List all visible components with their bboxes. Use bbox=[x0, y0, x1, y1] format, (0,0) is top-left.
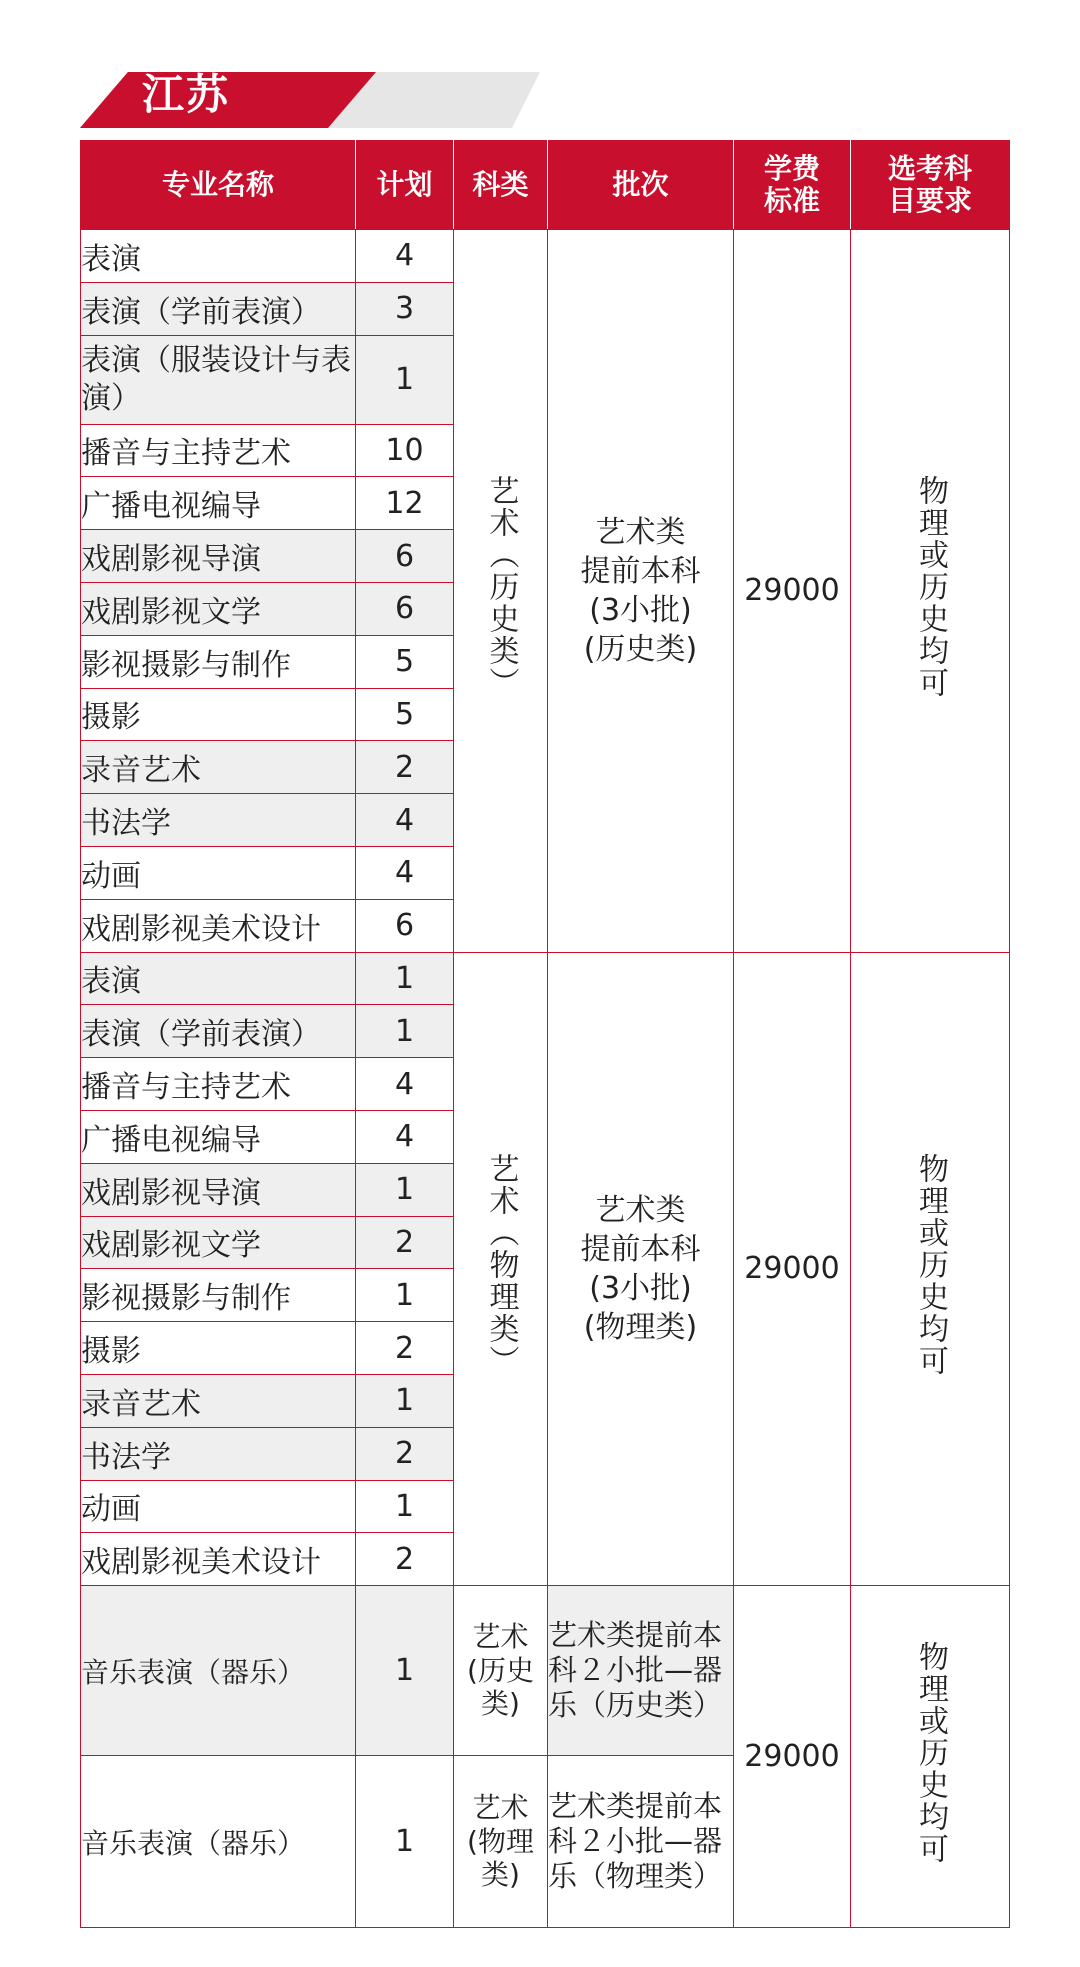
major-name: 戏剧影视文学 bbox=[81, 582, 356, 635]
major-name: 录音艺术 bbox=[81, 1374, 356, 1427]
major-name: 摄影 bbox=[81, 688, 356, 741]
major-name: 书法学 bbox=[81, 1427, 356, 1480]
major-name: 表演（学前表演） bbox=[81, 282, 356, 335]
plan-count: 4 bbox=[356, 1110, 454, 1163]
plan-count: 2 bbox=[356, 1427, 454, 1480]
header-requirement: 选考科 目要求 bbox=[851, 141, 1010, 230]
major-name: 影视摄影与制作 bbox=[81, 635, 356, 688]
major-name: 戏剧影视导演 bbox=[81, 1163, 356, 1216]
header-category: 科类 bbox=[454, 141, 548, 230]
plan-count: 1 bbox=[356, 1163, 454, 1216]
plan-count: 1 bbox=[356, 335, 454, 424]
plan-count: 4 bbox=[356, 1058, 454, 1111]
plan-count: 1 bbox=[356, 1374, 454, 1427]
category-cell: 艺术（物理类） bbox=[454, 952, 548, 1586]
major-name: 录音艺术 bbox=[81, 741, 356, 794]
header-name: 专业名称 bbox=[81, 141, 356, 230]
batch-cell: 艺术类 提前本科 (3小批) (物理类) bbox=[548, 952, 734, 1586]
header-batch: 批次 bbox=[548, 141, 734, 230]
header-plan: 计划 bbox=[356, 141, 454, 230]
major-name: 表演 bbox=[81, 230, 356, 283]
major-name: 广播电视编导 bbox=[81, 1110, 356, 1163]
plan-count: 4 bbox=[356, 794, 454, 847]
category-cell: 艺术（历史类） bbox=[454, 230, 548, 953]
requirement-cell: 物理或历史均可 bbox=[851, 952, 1010, 1586]
plan-count: 1 bbox=[356, 1269, 454, 1322]
plan-count: 6 bbox=[356, 582, 454, 635]
major-name: 播音与主持艺术 bbox=[81, 424, 356, 477]
table-row bbox=[81, 230, 1010, 283]
plan-count: 2 bbox=[356, 741, 454, 794]
major-name: 表演（学前表演） bbox=[81, 1005, 356, 1058]
plan-count: 1 bbox=[356, 1005, 454, 1058]
major-name: 表演（服装设计与表演） bbox=[81, 335, 356, 424]
major-name: 广播电视编导 bbox=[81, 477, 356, 530]
category-cell: 艺术(物理类) bbox=[454, 1756, 548, 1928]
plan-count: 2 bbox=[356, 1533, 454, 1586]
plan-count: 3 bbox=[356, 282, 454, 335]
batch-cell: 艺术类 提前本科 (3小批) (历史类) bbox=[548, 230, 734, 953]
major-name: 表演 bbox=[81, 952, 356, 1005]
table-header-row bbox=[81, 141, 1010, 230]
major-name: 动画 bbox=[81, 1480, 356, 1533]
plan-count: 10 bbox=[356, 424, 454, 477]
major-name: 播音与主持艺术 bbox=[81, 1058, 356, 1111]
fee-cell: 29000 bbox=[734, 1586, 851, 1928]
major-name: 戏剧影视美术设计 bbox=[81, 1533, 356, 1586]
requirement-cell: 物理或历史均可 bbox=[851, 1586, 1010, 1928]
major-name: 影视摄影与制作 bbox=[81, 1269, 356, 1322]
plan-count: 1 bbox=[356, 1480, 454, 1533]
plan-count: 5 bbox=[356, 688, 454, 741]
plan-count: 5 bbox=[356, 635, 454, 688]
plan-count: 1 bbox=[356, 1586, 454, 1756]
major-name: 戏剧影视美术设计 bbox=[81, 899, 356, 952]
province-title: 江苏 bbox=[142, 70, 231, 119]
fee-cell: 29000 bbox=[734, 230, 851, 953]
batch-cell: 艺术类提前本科２小批—器乐（物理类） bbox=[548, 1756, 734, 1928]
batch-cell: 艺术类提前本科２小批—器乐（历史类） bbox=[548, 1586, 734, 1756]
major-name: 动画 bbox=[81, 846, 356, 899]
fee-cell: 29000 bbox=[734, 952, 851, 1586]
major-name: 音乐表演（器乐） bbox=[81, 1586, 356, 1756]
table-row bbox=[81, 1586, 1010, 1756]
enrollment-plan-table bbox=[80, 140, 1010, 1928]
plan-count: 4 bbox=[356, 846, 454, 899]
table-row bbox=[81, 952, 1010, 1005]
province-header bbox=[0, 0, 1080, 140]
requirement-cell: 物理或历史均可 bbox=[851, 230, 1010, 953]
header-fee: 学费 标准 bbox=[734, 141, 851, 230]
plan-count: 1 bbox=[356, 952, 454, 1005]
major-name: 戏剧影视文学 bbox=[81, 1216, 356, 1269]
plan-count: 2 bbox=[356, 1322, 454, 1375]
major-name: 摄影 bbox=[81, 1322, 356, 1375]
plan-count: 1 bbox=[356, 1756, 454, 1928]
plan-count: 6 bbox=[356, 899, 454, 952]
major-name: 戏剧影视导演 bbox=[81, 530, 356, 583]
major-name: 音乐表演（器乐） bbox=[81, 1756, 356, 1928]
plan-count: 12 bbox=[356, 477, 454, 530]
plan-count: 4 bbox=[356, 230, 454, 283]
plan-count: 6 bbox=[356, 530, 454, 583]
plan-count: 2 bbox=[356, 1216, 454, 1269]
category-cell: 艺术(历史类) bbox=[454, 1586, 548, 1756]
major-name: 书法学 bbox=[81, 794, 356, 847]
